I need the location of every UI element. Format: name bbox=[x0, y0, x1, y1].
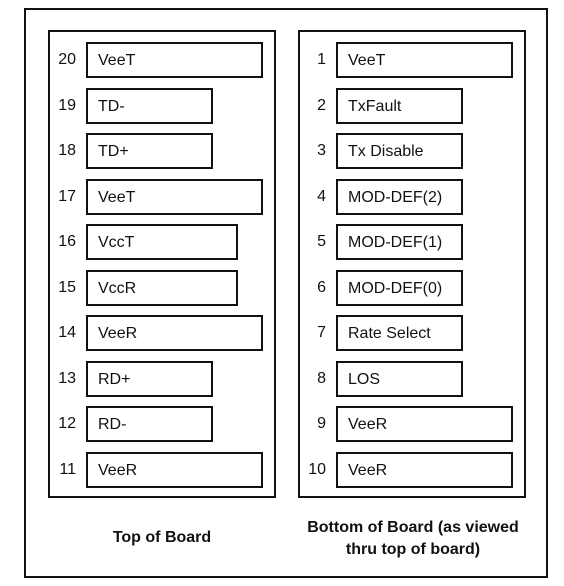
caption-line-2: thru top of board) bbox=[345, 541, 481, 558]
pin-label: TxFault bbox=[336, 88, 463, 124]
pin-label: MOD-DEF(1) bbox=[336, 224, 463, 260]
pin-label: TD+ bbox=[86, 133, 213, 169]
pin-label: RD+ bbox=[86, 361, 213, 397]
pin-number: 20 bbox=[58, 51, 76, 68]
bottom-of-board-caption bbox=[288, 517, 538, 561]
pin-label: VeeT bbox=[86, 179, 263, 215]
pin-number: 19 bbox=[58, 97, 76, 114]
pin-number: 11 bbox=[59, 461, 76, 478]
pin-number: 15 bbox=[58, 279, 76, 296]
pin-label: Rate Select bbox=[336, 315, 463, 351]
pin-label: VccT bbox=[86, 224, 238, 260]
pin-number: 14 bbox=[58, 324, 76, 341]
pin-label: MOD-DEF(0) bbox=[336, 270, 463, 306]
pin-label: VeeR bbox=[336, 452, 513, 488]
top-of-board-caption: Top of Board bbox=[112, 529, 212, 546]
caption-line-1: Bottom of Board (as viewed bbox=[307, 519, 519, 536]
pin-label: TD- bbox=[86, 88, 213, 124]
pin-number: 18 bbox=[58, 142, 76, 159]
pin-number: 10 bbox=[308, 461, 326, 478]
pin-number: 4 bbox=[317, 188, 326, 205]
bottom-of-board-panel bbox=[298, 30, 526, 498]
pin-number: 5 bbox=[317, 233, 326, 250]
pin-number: 16 bbox=[58, 233, 76, 250]
pin-label: Tx Disable bbox=[336, 133, 463, 169]
pin-label: VeeT bbox=[336, 42, 513, 78]
top-of-board-panel bbox=[48, 30, 276, 498]
pin-number: 1 bbox=[317, 51, 326, 68]
pin-number: 9 bbox=[317, 415, 326, 432]
pin-number: 3 bbox=[317, 142, 326, 159]
pin-label: RD- bbox=[86, 406, 213, 442]
pin-label: LOS bbox=[336, 361, 463, 397]
pin-label: VeeR bbox=[86, 452, 263, 488]
pin-label: MOD-DEF(2) bbox=[336, 179, 463, 215]
pin-number: 17 bbox=[58, 188, 76, 205]
pin-label: VccR bbox=[86, 270, 238, 306]
pin-label: VeeR bbox=[86, 315, 263, 351]
pin-number: 12 bbox=[58, 415, 76, 432]
pin-number: 13 bbox=[58, 370, 76, 387]
pin-label: VeeR bbox=[336, 406, 513, 442]
pin-number: 8 bbox=[317, 370, 326, 387]
pin-number: 2 bbox=[317, 97, 326, 114]
pin-label: VeeT bbox=[86, 42, 263, 78]
pin-number: 6 bbox=[317, 279, 326, 296]
pin-number: 7 bbox=[317, 324, 326, 341]
